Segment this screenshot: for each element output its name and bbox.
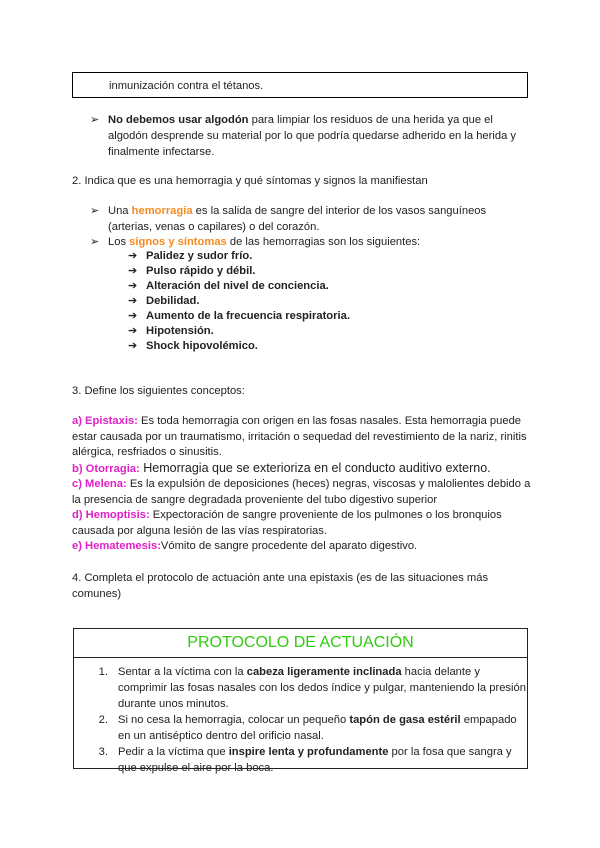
q2-b1-rest: es la salida de sangre del interior de los vasos sanguíneos [192, 205, 487, 217]
algodon-line2: algodón desprende su material por lo que podría quedarse adherido en la herida y [108, 130, 517, 142]
algodon-line1: para limpiar los residuos de una herida ya que el [248, 114, 493, 126]
right-arrow-icon: ➔ [128, 340, 138, 352]
q4-question-l2: comunes) [72, 588, 122, 600]
def-hemoptisis-label: d) Hemoptisis: [72, 509, 150, 521]
arrow-bullet-icon: ➢ [90, 236, 100, 248]
q4-question-l1: 4. Completa el protocolo de actuación ante una epistaxis (es de las situaciones más [72, 572, 489, 584]
arrow-bullet-icon: ➢ [90, 114, 100, 126]
symptom-list [128, 249, 508, 354]
def-melena-l2: la presencia de sangre degradada proveniente del tubo digestivo superior [72, 493, 438, 506]
def-epistaxis-l3: alérgica, resfriados o sinusitis. [72, 446, 222, 458]
q2-bullet-2 [90, 234, 530, 250]
def-hematemesis-label: e) Hematemesis: [72, 540, 161, 552]
right-arrow-icon: ➔ [128, 250, 138, 262]
symptom-item: ➔ Hipotensión. [128, 325, 214, 337]
def-epistaxis-l2: estar causada por un traumatismo, irritación o sequedad del revestimiento de la nariz, rinitis [72, 430, 527, 443]
symptom-item: ➔ Shock hipovolémico. [128, 340, 258, 352]
algodon-bold: No debemos usar algodón [108, 114, 249, 126]
bullet-algodon [90, 112, 530, 160]
protocol-step: 2. Si no cesa la hemorragia, colocar un pequeño tapón de gasa estéril empapado en un antiséptico dentro del orificio nasal. [98, 714, 517, 742]
top-box [72, 72, 528, 98]
right-arrow-icon: ➔ [128, 265, 138, 277]
symptom-item: ➔ Palidez y sudor frío. [128, 250, 253, 262]
def-epistaxis-label: a) Epistaxis: [72, 415, 138, 427]
protocol-step: 3. Pedir a la víctima que inspire lenta y profundamente por la fosa que sangra y que expulse el aire por la boca. [98, 746, 512, 774]
protocol-step: 1. Sentar a la víctima con la cabeza ligeramente inclinada hacia delante y comprimir las fosas nasales con los dedos índice y pulgar, manteniendo la presión durante unos minutos. [98, 666, 526, 710]
def-hematemesis-l1: Vómito de sangre procedente del aparato digestivo. [160, 540, 418, 552]
arrow-bullet-icon: ➢ [90, 205, 100, 217]
q4-question [72, 570, 532, 602]
q2-b1-pre: Una [108, 205, 132, 217]
symptom-item: ➔ Pulso rápido y débil. [128, 265, 256, 277]
symptom-item: ➔ Alteración del nivel de conciencia. [128, 280, 329, 292]
symptom-item: ➔ Aumento de la frecuencia respiratoria. [128, 310, 350, 322]
def-melena-l1: Es la expulsión de deposiciones (heces) negras, viscosas y malolientes debido a [126, 478, 531, 490]
right-arrow-icon: ➔ [128, 295, 138, 307]
right-arrow-icon: ➔ [128, 280, 138, 292]
def-hemoptisis-l1: Expectoración de sangre proveniente de los pulmones o los bronquios [149, 509, 502, 521]
top-box-text: inmunización contra el tétanos. [109, 80, 264, 92]
def-epistaxis-l1: Es toda hemorragia con origen en las fosas nasales. Esta hemorragia puede [137, 415, 522, 427]
q2-signos-term: signos y síntomas [129, 236, 227, 248]
def-melena-label: c) Melena: [72, 478, 127, 490]
q2-bullet-1 [90, 203, 530, 235]
q2-hemorragia-term: hemorragia [131, 205, 193, 217]
q2-b2-rest: de las hemorragias son los siguientes: [226, 236, 421, 248]
protocol-title: PROTOCOLO DE ACTUACIÓN [73, 628, 528, 658]
right-arrow-icon: ➔ [128, 310, 138, 322]
q2-b2-pre: Los [108, 236, 130, 248]
def-hemoptisis-l2: causada por alguna lesión de las vías respiratorias. [72, 524, 327, 537]
q3-question: 3. Define los siguientes conceptos: [72, 385, 245, 397]
q2-b1-line2: (arterias, venas o capilares) o del corazón. [108, 221, 320, 233]
def-otorragia-l1: Hemorragia que se exterioriza en el conducto auditivo externo. [139, 460, 491, 475]
symptom-item: ➔ Debilidad. [128, 295, 200, 307]
right-arrow-icon: ➔ [128, 325, 138, 337]
q2-question: 2. Indica que es una hemorragia y qué síntomas y signos la manifiestan [72, 175, 428, 187]
protocol-steps [78, 664, 528, 776]
algodon-line3: finalmente infectarse. [108, 146, 215, 158]
def-otorragia-label: b) Otorragia: [72, 462, 140, 475]
q3-definitions [72, 414, 532, 555]
